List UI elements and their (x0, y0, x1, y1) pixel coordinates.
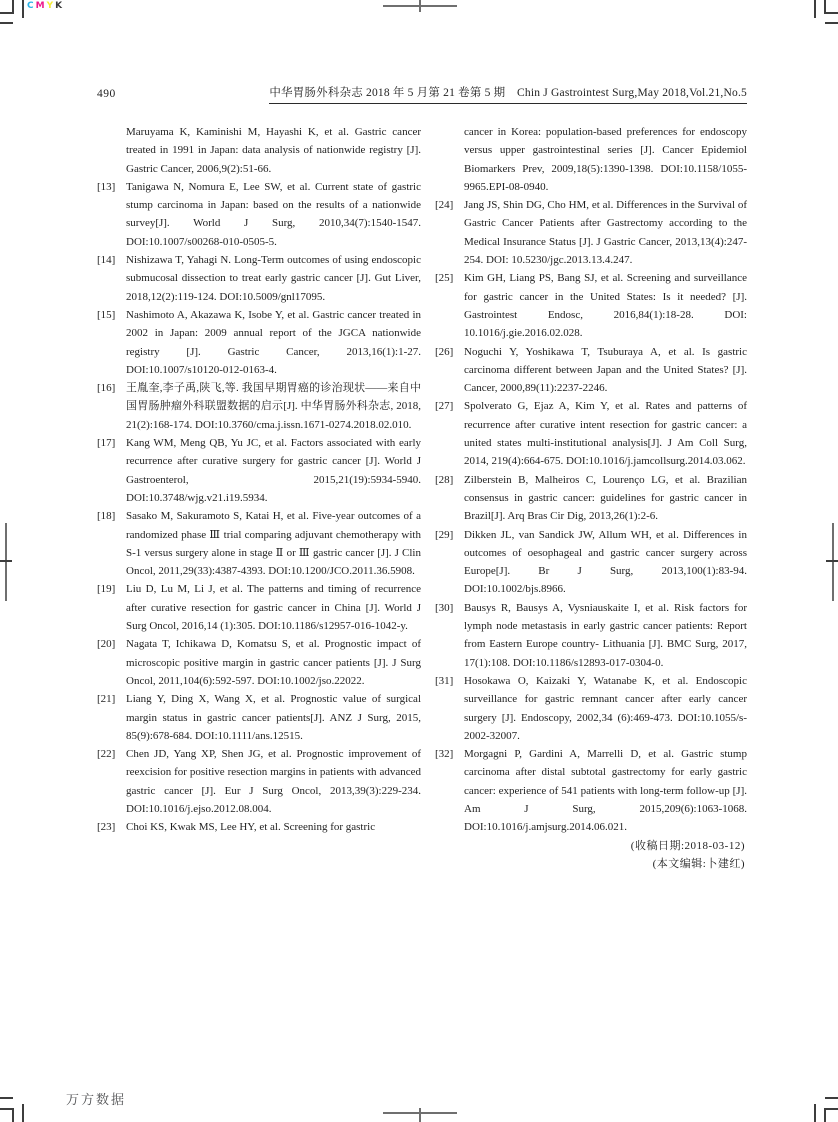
reference-number: [32] (435, 748, 454, 761)
reference-item (97, 251, 421, 306)
cmyk-letter-c: C (27, 1, 36, 11)
reference-item (435, 123, 747, 196)
reference-number: [25] (435, 272, 454, 285)
registration-tick-left-middle (0, 560, 12, 562)
references-left-column (97, 123, 421, 873)
reference-text: Morgagni P, Gardini A, Marrelli D, et al. Gastric stump carcinoma after distal subtotal gastrectomy for early gastric cancer: experience of 541 patients with long-term follow-up [J]. Am J Surg, 2015,209(6):1063-1068. DOI:10.1016/j.amjsurg.2014.06.021. (464, 748, 747, 834)
reference-number: [17] (97, 437, 116, 450)
reference-number: [13] (97, 180, 116, 193)
reference-text: Liu D, Lu M, Li J, et al. The patterns and timing of recurrence after curative resection for gastric cancer in China [J]. World J Surg Oncol, 2016,14 (1):305. DOI:10.1186/s12957-016-1042-y. (126, 583, 421, 633)
crop-dash-top-right (825, 22, 838, 24)
reference-text: Choi KS, Kwak MS, Lee HY, et al. Screening for gastric (126, 821, 376, 834)
reference-number: [30] (435, 601, 454, 614)
references-right-list (435, 123, 747, 837)
reference-item (435, 343, 747, 398)
reference-item (97, 306, 421, 379)
reference-text: Dikken JL, van Sandick JW, Allum WH, et al. Differences in outcomes of oesophageal and gastric cancer surgery across Europe[J]. Br J Surg, 2013,100(1):83-94. DOI:10.1002/bjs.8966. (464, 528, 747, 596)
reference-number: [14] (97, 254, 116, 267)
reference-text: Jang JS, Shin DG, Cho HM, et al. Differences in the Survival of Gastric Cancer Patients after Gastrectomy according to the Medical Insurance Status [J]. J Gastric Cancer, 2013,13(4):247-254. DOI: 10.5230/jgc.2013.13.4.247. (464, 199, 747, 267)
registration-bar-bottom-left (22, 1104, 24, 1122)
reference-text: Sasako M, Sakuramoto S, Katai H, et al. Five-year outcomes of a randomized phase Ⅲ trial comparing adjuvant chemotherapy with S-1 versus surgery alone in stage Ⅱ or Ⅲ gastric cancer [J]. J Clin Oncol, 2011,29(33):4387-4393. DOI:10.1200/JCO.2011.36.5908. (126, 510, 421, 578)
reference-number: [16] (97, 382, 116, 395)
references-right-column (435, 123, 747, 873)
registration-bar-top-right (814, 0, 816, 18)
reference-text: Nagata T, Ichikawa D, Komatsu S, et al. Prognostic impact of microscopic positive margin in gastric cancer patients [J]. J Surg Oncol, 2011,104(6):592-597. DOI:10.1002/jso.22022. (126, 638, 421, 687)
reference-number: [28] (435, 473, 454, 486)
reference-number (435, 123, 464, 196)
crop-mark-bottom-right-horizontal (825, 1108, 838, 1110)
reference-text: Tanigawa N, Nomura E, Lee SW, et al. Current state of gastric stump carcinoma in Japan: based on the results of a nationwide survey[J]. World J Surg, 2010,34(7):1540-1547. DOI:10.1007/s00268-010-0505-5. (126, 180, 421, 248)
reference-text: Bausys R, Bausys A, Vysniauskaite I, et al. Risk factors for lymph node metastasis in early gastric cancer patients: Report from Eastern Europe country- Lithuania [J]. BMC Surg, 2017, 17(1):108. DOI:10.1186/s12893-017-0304-0. (464, 601, 747, 669)
reference-item (97, 379, 421, 434)
reference-text: Kim GH, Liang PS, Bang SJ, et al. Screening and surveillance for gastric cancer in the United States: Is it needed? [J]. Gastrointest Endosc, 2016,84(1):18-28. DOI: 10.1016/j.gie.2016.02.028. (464, 272, 747, 340)
reference-number: [23] (97, 821, 116, 834)
cmyk-color-labels (27, 1, 64, 11)
reference-item (435, 269, 747, 342)
reference-number: [18] (97, 510, 116, 523)
registration-line-right-middle (832, 523, 834, 601)
reference-item (435, 745, 747, 836)
wanfang-data-watermark: 万方数据 (66, 1093, 127, 1108)
reference-item (435, 599, 747, 672)
reference-text: Kang WM, Meng QB, Yu JC, et al. Factors associated with early recurrence after curative surgery for gastric cancer [J]. World J Gastroenterol, 2015,21(19):5934-5940. DOI:10.3748/wjg.v21.i19.5934. (126, 437, 421, 504)
crop-mark-top-right-horizontal (825, 12, 838, 14)
registration-bar-bottom-right (814, 1104, 816, 1122)
crop-mark-bottom-right-vertical (824, 1108, 826, 1122)
reference-item (435, 672, 747, 745)
reference-item (435, 526, 747, 599)
reference-item (435, 471, 747, 526)
reference-item (97, 745, 421, 818)
reference-text: Zilberstein B, Malheiros C, Lourenço LG, et al. Brazilian consensus in gastric cancer: guidelines for gastric cancer in Brazil[J]. Arq Bras Cir Dig, 2013,26(1):2-6. (464, 473, 747, 523)
reference-text: Spolverato G, Ejaz A, Kim Y, et al. Rates and patterns of recurrence after curative intent resection for gastric cancer: a united states multi-institutional analysis[J]. J Am Coll Surg, 2014, 219(4):664-675. DOI:10.1016/j.jamcollsurg.2014.03.062. (464, 400, 747, 468)
reference-item (97, 507, 421, 580)
reference-number: [21] (97, 693, 116, 706)
crop-dash-bottom-left (0, 1097, 13, 1099)
crop-dash-top-left (0, 22, 13, 24)
reference-text: cancer in Korea: population-based preferences for endoscopy versus upper gastrointestinal series [J]. Cancer Epidemiol Biomarkers Prev, 2009,18(5):1390-1398. DOI:10.1158/1055-9965.EPI-08-0940. (464, 126, 747, 193)
reference-text: 王胤奎,李子禹,陕飞,等. 我国早期胃癌的诊治现状——来自中国胃肠肿瘤外科联盟数据的启示[J]. 中华胃肠外科杂志, 2018, 21(2):168-174. DOI:10.3760/cma.j.issn.1671-0274.2018.02.010. (126, 382, 421, 431)
reference-number: [15] (97, 308, 116, 321)
reference-item (97, 818, 421, 836)
footer-note: (本文编辑:卜建红) (652, 857, 745, 870)
journal-title-line: 中华胃肠外科杂志 2018 年 5 月第 21 卷第 5 期 Chin J Gastrointest Surg,May 2018,Vol.21,No.5 (269, 84, 747, 104)
reference-item (435, 196, 747, 269)
crop-mark-bottom-left-vertical (12, 1108, 14, 1122)
footer-note: (收稿日期:2018-03-12) (630, 839, 745, 852)
reference-text: Liang Y, Ding X, Wang X, et al. Prognostic value of surgical margin status in gastric cancer patients[J]. ANZ J Surg, 2015, 85(9):678-684. DOI:10.1111/ans.12515. (126, 693, 421, 742)
reference-number (97, 123, 126, 178)
cmyk-letter-k: K (55, 1, 65, 11)
reference-number: [27] (435, 400, 454, 413)
reference-item (97, 178, 421, 251)
reference-text: Chen JD, Yang XP, Shen JG, et al. Prognostic improvement of reexcision for positive resection margins in patients with advanced gastric cancer [J]. Eur J Surg Oncol, 2013,39(3):229-234. DOI:10.1016/j.ejso.2012.08.004. (126, 748, 421, 815)
registration-tick-bottom-center (419, 1108, 421, 1122)
reference-item (435, 397, 747, 470)
reference-number: [19] (97, 583, 116, 596)
article-footer-notes (435, 837, 747, 874)
page-number: 490 (97, 88, 116, 100)
reference-number: [20] (97, 638, 116, 651)
crop-dash-bottom-right (825, 1097, 838, 1099)
reference-item (97, 690, 421, 745)
reference-item (97, 580, 421, 635)
registration-line-left-middle (5, 523, 7, 601)
reference-text: Nishizawa T, Yahagi N. Long-Term outcomes of using endoscopic submucosal dissection to treat early gastric cancer [J]. Gut Liver, 2018,12(2):119-124. DOI:10.5009/gnl17095. (126, 254, 421, 303)
reference-item (97, 434, 421, 507)
reference-text: Maruyama K, Kaminishi M, Hayashi K, et al. Gastric cancer treated in 1991 in Japan: data analysis of nationwide registry [J]. Gastric Cancer, 2006,9(2):51-66. (126, 126, 421, 175)
reference-number: [22] (97, 748, 116, 761)
reference-item (97, 635, 421, 690)
reference-number: [26] (435, 345, 454, 358)
reference-number: [24] (435, 199, 454, 212)
running-head (97, 84, 747, 104)
reference-number: [31] (435, 674, 454, 687)
registration-tick-top-center (419, 0, 421, 12)
crop-mark-top-left-vertical (12, 0, 14, 14)
cmyk-letter-y: Y (46, 1, 56, 11)
registration-tick-right-middle (826, 560, 838, 562)
references-section (97, 123, 747, 873)
crop-mark-top-right-vertical (824, 0, 826, 14)
reference-text: Nashimoto A, Akazawa K, Isobe Y, et al. Gastric cancer treated in 2002 in Japan: 2009 annual report of the JGCA nationwide registry [J]. Gastric Cancer, 2013,16(1):1-27. DOI:10.1007/s10120-012-0163-4. (126, 308, 421, 376)
reference-item (97, 123, 421, 178)
reference-text: Hosokawa O, Kaizaki Y, Watanabe K, et al. Endoscopic surveillance for gastric remnant cancer after early cancer surgery [J]. Endoscopy, 2002,34 (6):469-473. DOI:10.1055/s-2002-32007. (464, 674, 747, 742)
reference-number: [29] (435, 528, 454, 541)
registration-bar-top-left (22, 0, 24, 18)
cmyk-letter-m: M (35, 1, 47, 11)
reference-text: Noguchi Y, Yoshikawa T, Tsuburaya A, et al. Is gastric carcinoma different between Japan and the United States? [J]. Cancer, 2000,89(11):2237-2246. (464, 345, 747, 395)
